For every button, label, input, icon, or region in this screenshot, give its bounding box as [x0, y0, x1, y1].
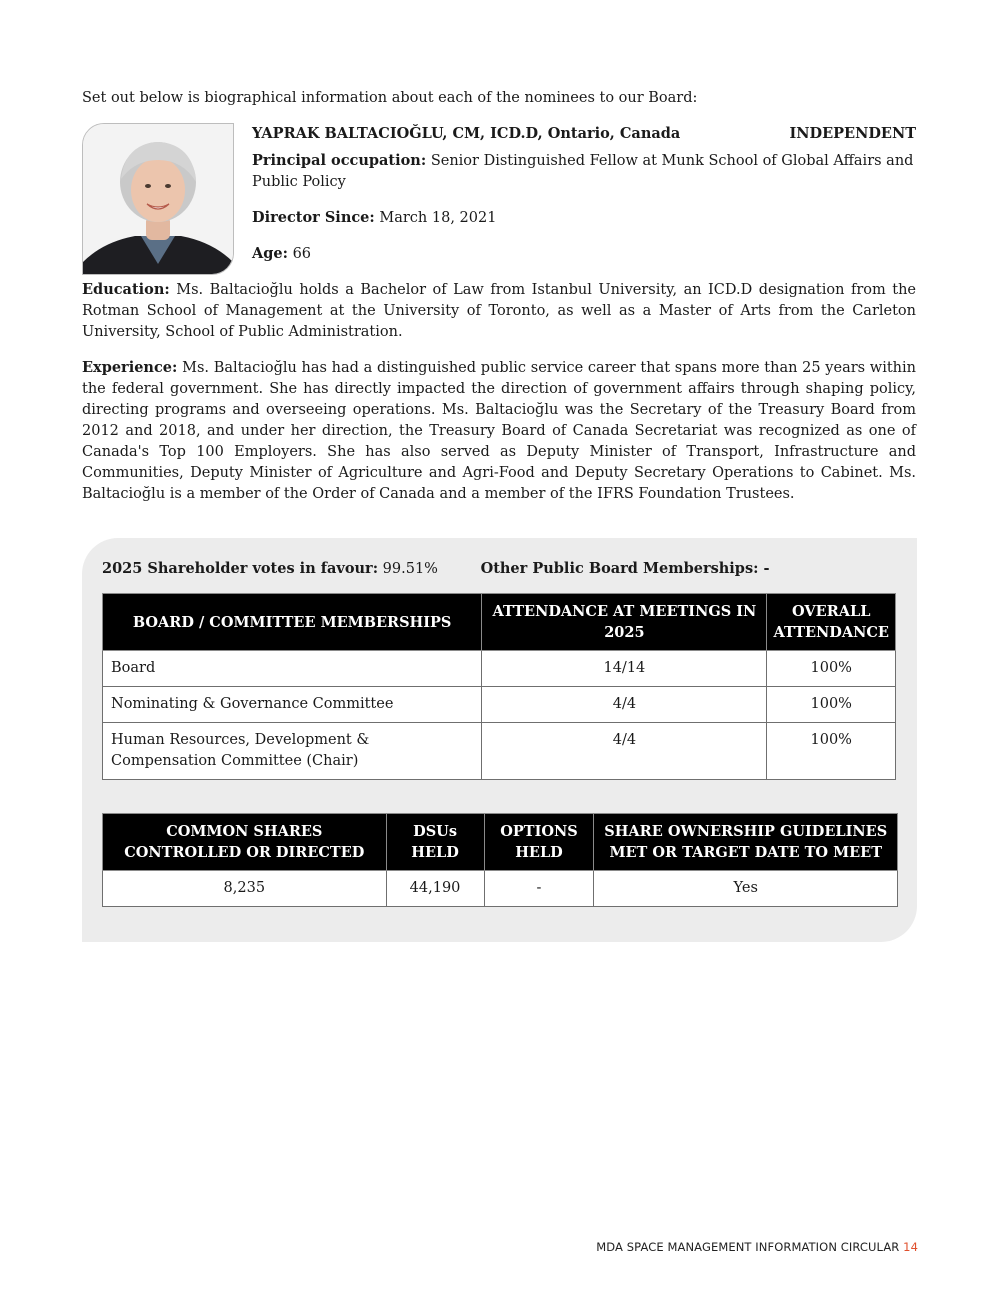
other-boards [481, 560, 770, 577]
table-row [103, 651, 896, 687]
director-since-label: Director Since: [252, 209, 375, 226]
votes-value: 99.51% [382, 561, 438, 577]
overall-cell: 100% [767, 651, 896, 687]
age-value: 66 [292, 246, 312, 262]
column-header: OVERALL ATTENDANCE [767, 594, 896, 651]
nominee-heading [252, 123, 916, 144]
nominee-photo [82, 123, 234, 275]
column-header: DSUs HELD [386, 814, 484, 871]
meetings-cell: 4/4 [482, 687, 767, 723]
nominee-bio [82, 123, 916, 519]
overall-cell: 100% [767, 723, 896, 780]
shares-header-row [103, 814, 898, 871]
independence-status: INDEPENDENT [789, 125, 916, 142]
age-label: Age: [252, 245, 288, 262]
attendance-table [102, 593, 896, 780]
other-boards-label: Other Public Board Memberships: [480, 560, 759, 577]
column-header: ATTENDANCE AT MEETINGS IN 2025 [482, 594, 767, 651]
column-header: OPTIONS HELD [484, 814, 594, 871]
meetings-cell: 14/14 [482, 651, 767, 687]
page-footer [596, 1240, 918, 1254]
footer-title: MDA SPACE MANAGEMENT INFORMATION CIRCULAR [596, 1240, 900, 1254]
education-value: Ms. Baltacioğlu holds a Bachelor of Law from Istanbul University, an ICD.D designation from the Rotman School of Management at the University of Toronto, as well as a Master of Arts from the Carleton University, School of Public Administration. [82, 282, 917, 340]
occupation-label: Principal occupation: [252, 152, 427, 169]
other-boards-value: - [763, 560, 770, 577]
common-shares-cell: 8,235 [103, 871, 387, 907]
votes-line [102, 560, 770, 577]
occupation-value: Senior Distinguished Fellow at Munk School of Global Affairs and Public Policy [252, 153, 914, 190]
column-header: COMMON SHARES CONTROLLED OR DIRECTED [103, 814, 387, 871]
membership-cell: Board [103, 651, 482, 687]
column-header: BOARD / COMMITTEE MEMBERSHIPS [103, 594, 482, 651]
shares-table [102, 813, 898, 907]
votes-label: 2025 Shareholder votes in favour: [102, 560, 379, 577]
membership-cell: Human Resources, Development & Compensation Committee (Chair) [103, 723, 482, 780]
membership-cell: Nominating & Governance Committee [103, 687, 482, 723]
intro-text: Set out below is biographical information about each of the nominees to our Board: [82, 90, 698, 106]
experience-value: Ms. Baltacioğlu has had a distinguished public service career that spans more than 25 years within the federal government. She has directly impacted the direction of government affairs through shaping policy, directing programs and overseeing operations. Ms. Baltacioğlu was the Secretary of the Treasury Board from 2012 and 2018, and under her direction, the Treasury Board of Canada Secretariat was recognized as one of Canada's Top 100 Employers. She has also served as Deputy Minister of Transport, Infrastructure and Communities, Deputy Minister of Agriculture and Agri-Food and Deputy Secretary Operations to Cabinet. Ms. Baltacioğlu is a member of the Order of Canada and a member of the IFRS Foundation Trustees. [82, 360, 916, 502]
experience [82, 357, 916, 505]
nominee-name: YAPRAK BALTACIOĞLU, CM, ICD.D, Ontario, Canada [252, 125, 681, 142]
options-cell: - [484, 871, 594, 907]
table-row [103, 687, 896, 723]
column-header: SHARE OWNERSHIP GUIDELINES MET OR TARGET DATE TO MEET [594, 814, 898, 871]
governance-panel [82, 538, 917, 942]
page-number: 14 [903, 1240, 918, 1254]
experience-label: Experience: [82, 359, 178, 376]
dsus-cell: 44,190 [386, 871, 484, 907]
education [82, 279, 916, 343]
director-since-value: March 18, 2021 [379, 210, 497, 226]
education-label: Education: [82, 281, 170, 298]
table-row [103, 723, 896, 780]
overall-cell: 100% [767, 687, 896, 723]
attendance-header-row [103, 594, 896, 651]
portrait-image [83, 124, 233, 274]
guidelines-cell: Yes [594, 871, 898, 907]
meetings-cell: 4/4 [482, 723, 767, 780]
table-row [103, 871, 898, 907]
